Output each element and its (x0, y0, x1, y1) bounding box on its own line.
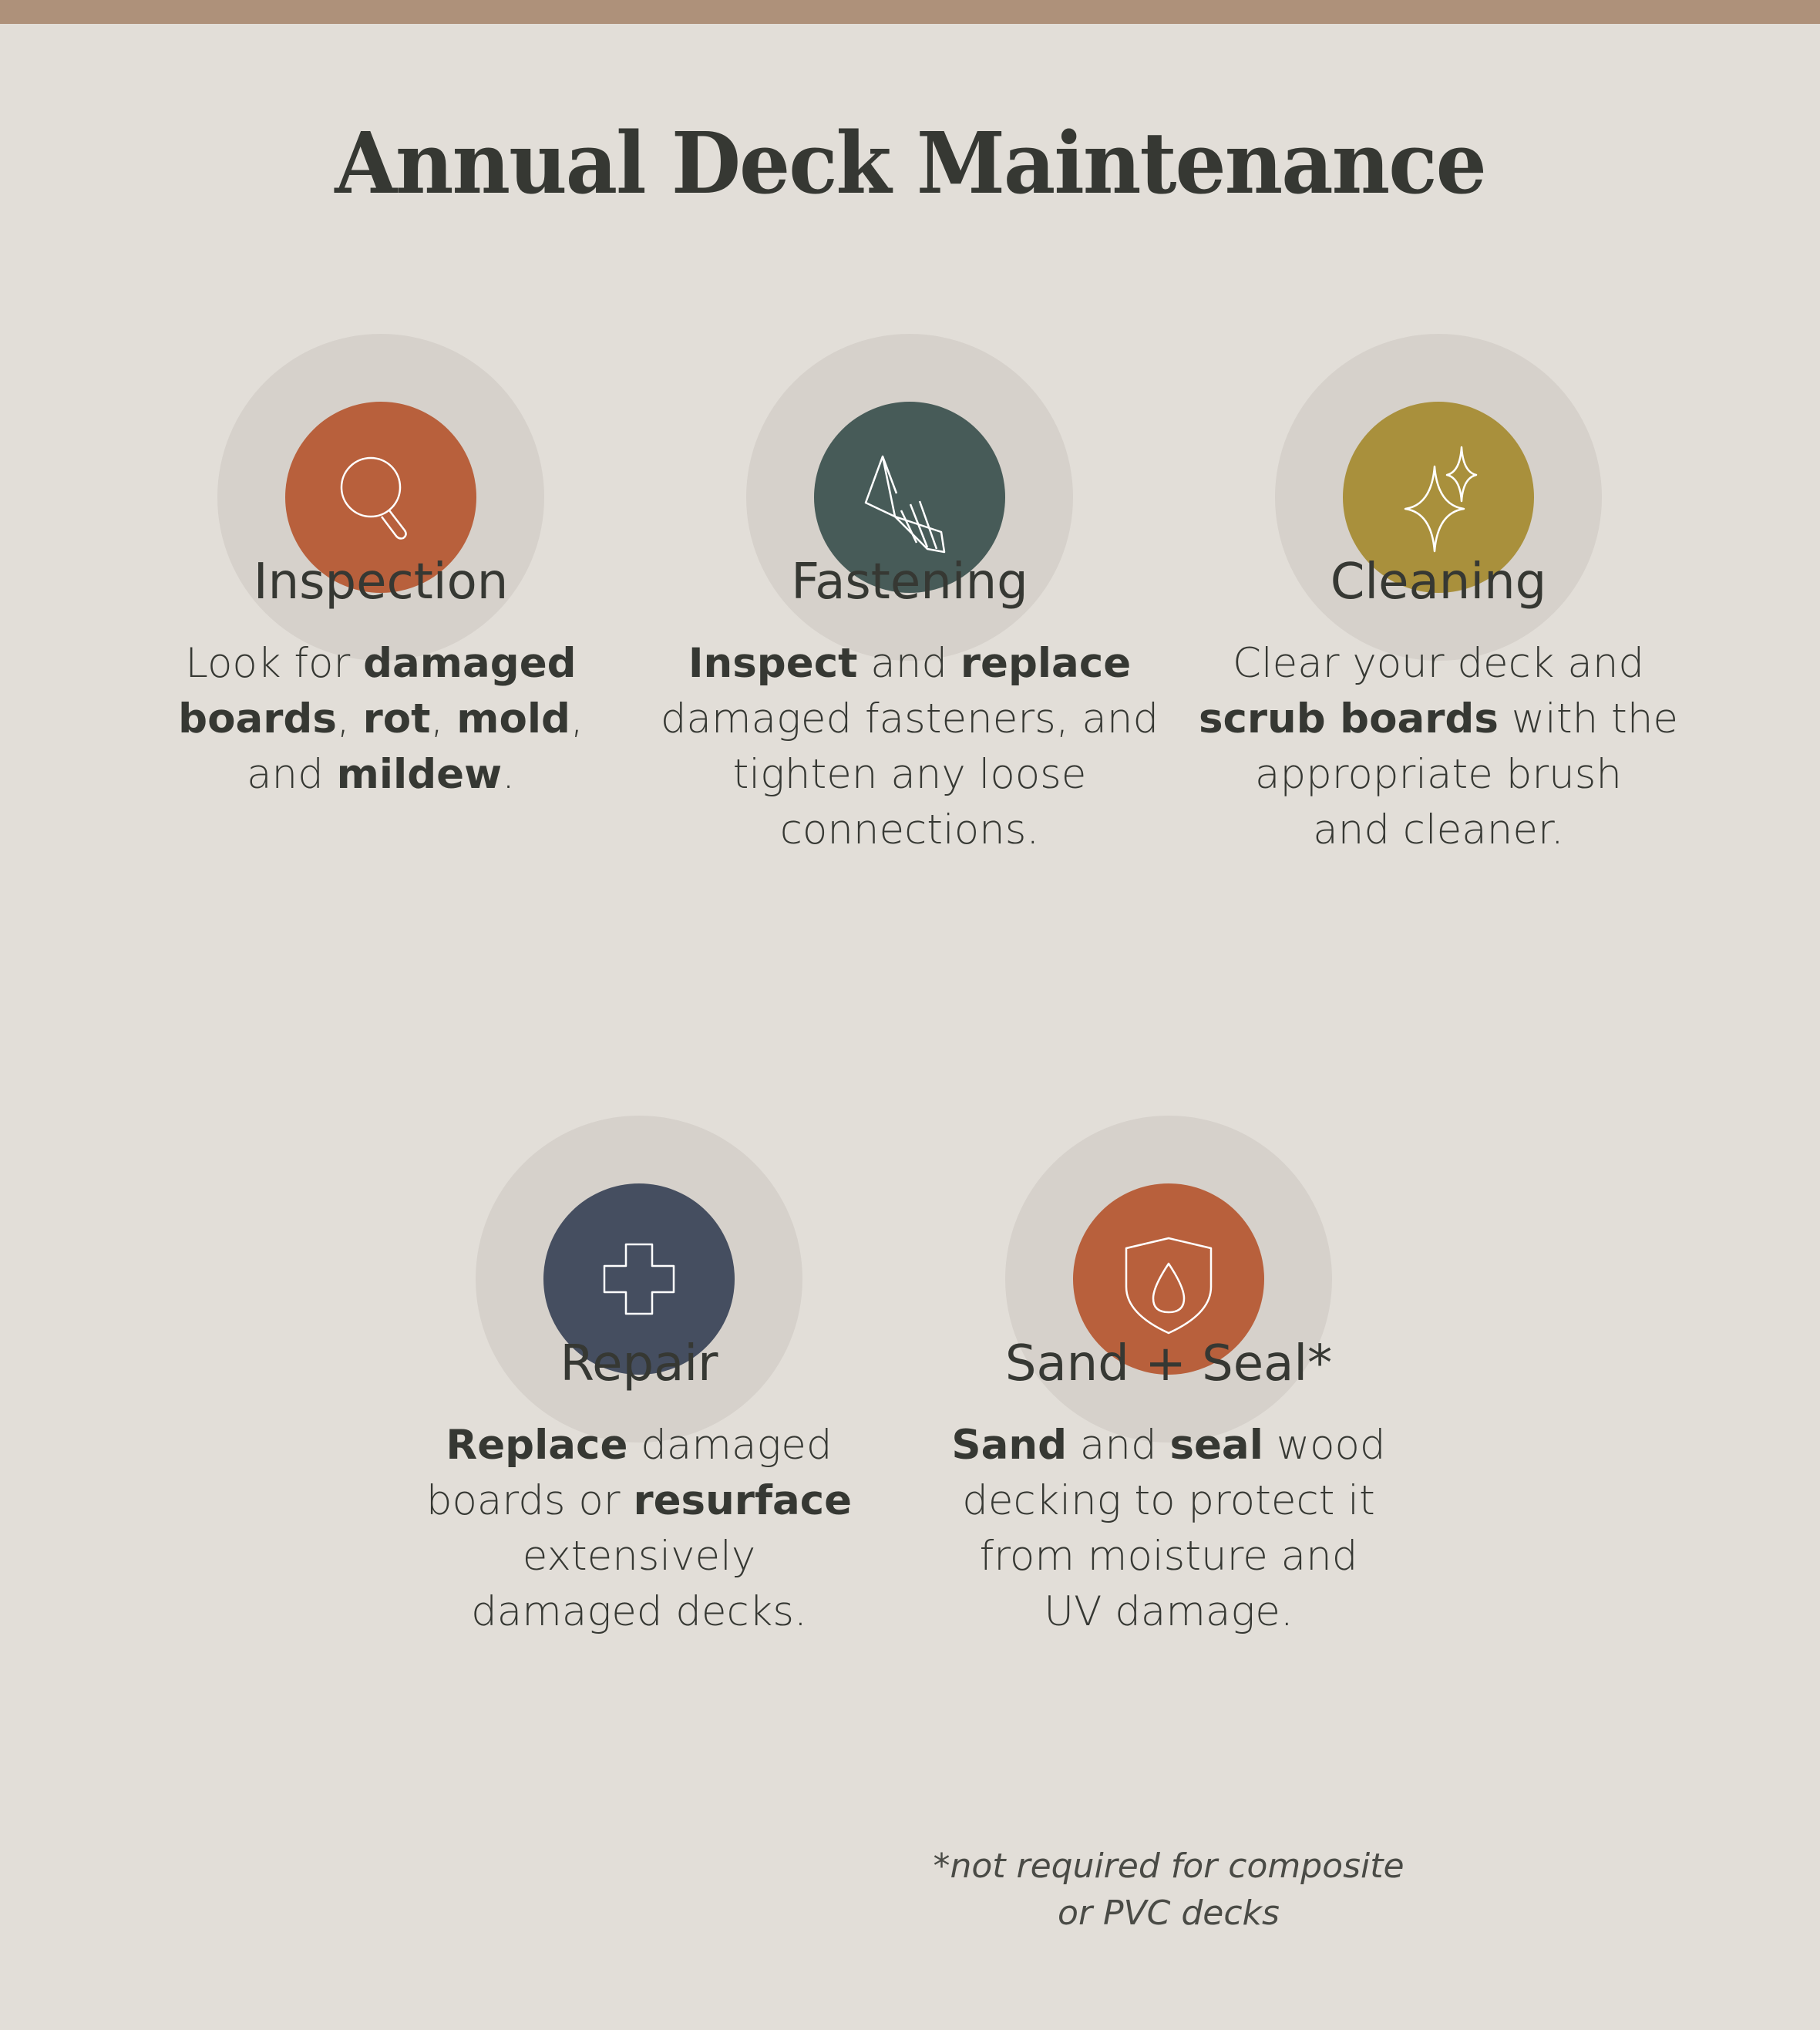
sparkle-icon (1381, 439, 1496, 555)
step-description (632, 636, 1187, 858)
description-line (103, 747, 658, 803)
description-text: with the (1498, 695, 1679, 742)
description-line (632, 636, 1187, 692)
step-heading: Fastening (791, 554, 1028, 611)
description-text: , (570, 695, 584, 742)
emphasis-text: resurface (633, 1477, 853, 1524)
step-heading: Sand + Seal* (1004, 1335, 1333, 1392)
description-text: and cleaner. (1313, 806, 1564, 853)
footnote-line: *not required for composite (933, 1847, 1405, 1886)
description-text: and (1067, 1422, 1170, 1469)
description-text: tighten any loose (732, 751, 1087, 798)
description-text: . (502, 751, 515, 798)
step-heading: Inspection (253, 554, 509, 611)
step-heading: Cleaning (1330, 554, 1547, 611)
plus-cross-icon (581, 1221, 697, 1337)
description-text: , (430, 695, 457, 742)
step-heading: Repair (560, 1335, 718, 1392)
description-line (1161, 747, 1716, 803)
description-line (362, 1529, 917, 1584)
description-text: from moisture and (979, 1533, 1358, 1580)
description-line (891, 1529, 1446, 1584)
emphasis-text: scrub boards (1198, 695, 1499, 742)
emphasis-text: replace (960, 640, 1132, 687)
emphasis-text: seal (1169, 1422, 1263, 1469)
emphasis-text: boards (178, 695, 337, 742)
description-line (1161, 803, 1716, 858)
step-description (1161, 636, 1716, 858)
description-text: and (247, 751, 337, 798)
page-title: Annual Deck Maintenance (335, 113, 1485, 214)
description-text: decking to protect it (962, 1477, 1375, 1524)
description-text: damaged decks. (471, 1588, 807, 1635)
magnifying-glass-icon (323, 439, 439, 555)
description-text: extensively (522, 1533, 756, 1580)
emphasis-text: Inspect (688, 640, 858, 687)
description-text: damaged fasteners, and (660, 695, 1159, 742)
description-text: Look for (185, 640, 364, 687)
footnote-line: or PVC decks (1058, 1894, 1280, 1933)
description-line (891, 1418, 1446, 1473)
description-line (1161, 636, 1716, 692)
emphasis-text: damaged (363, 640, 577, 687)
description-line (632, 747, 1187, 803)
shield-drop-icon (1111, 1221, 1226, 1337)
emphasis-text: Replace (446, 1422, 628, 1469)
description-text: and (857, 640, 960, 687)
description-line (632, 803, 1187, 858)
description-line (1161, 692, 1716, 747)
step-description (362, 1418, 917, 1640)
description-text: , (336, 695, 363, 742)
description-line (103, 692, 658, 747)
description-text: Clear your deck and (1232, 640, 1645, 687)
description-line (362, 1584, 917, 1640)
emphasis-text: mold (456, 695, 570, 742)
description-text: boards or (426, 1477, 634, 1524)
step-description (103, 636, 658, 803)
step-description (891, 1418, 1446, 1640)
emphasis-text: mildew (336, 751, 503, 798)
screw-icon (852, 439, 967, 555)
description-line (891, 1473, 1446, 1529)
emphasis-text: rot (362, 695, 431, 742)
description-text: UV damage. (1044, 1588, 1294, 1635)
description-line (362, 1473, 917, 1529)
emphasis-text: Sand (951, 1422, 1068, 1469)
top-accent-bar (0, 0, 1820, 24)
description-line (362, 1418, 917, 1473)
description-text: appropriate brush (1255, 751, 1622, 798)
description-text: connections. (779, 806, 1040, 853)
description-text: damaged (627, 1422, 833, 1469)
description-text: wood (1263, 1422, 1386, 1469)
description-line (632, 692, 1187, 747)
description-line (891, 1584, 1446, 1640)
description-line (103, 636, 658, 692)
footnote (899, 1843, 1438, 1937)
